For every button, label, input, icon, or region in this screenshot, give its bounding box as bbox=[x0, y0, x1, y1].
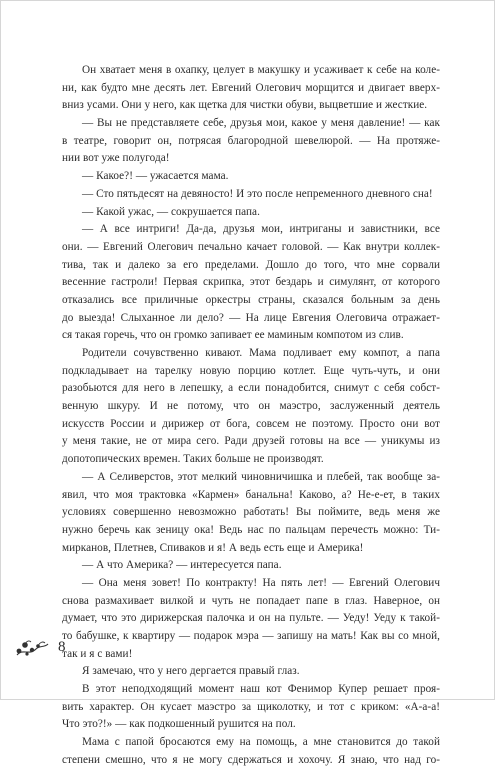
text-line: — А что Америка? — интересуется папа. bbox=[82, 559, 282, 572]
text-line: — А Селиверстов, этот мелкий чиновничишка и плебей, так вообще за- bbox=[82, 470, 440, 483]
text-line: явил, что моя трактовка «Кармен» банальна! Каково, а? Не-е-ет, в таких bbox=[62, 488, 440, 501]
text-line: степени смешно, что я не могу сдержаться и хохочу. Я знаю, что над го- bbox=[62, 753, 440, 766]
text-line: Мама с папой бросаются ему на помощь, а мне становится до такой bbox=[82, 736, 440, 749]
text-line: Он хватает меня в охапку, целует в макушку и усаживает к себе на коле- bbox=[82, 64, 440, 76]
text-line: вниз усами. Они у него, как щетка для чистки обуви, выцветшие и жесткие. bbox=[62, 99, 428, 112]
text-line: подкладывает на тарелку новую порцию котлет. Еще чуть-чуть, и они bbox=[62, 364, 440, 377]
text-line: искусств России и дирижер от бога, совсем не поэтому. Просто они вот bbox=[62, 417, 440, 430]
text-line: В этот неподходящий момент наш кот Фенимор Купер решает проя- bbox=[82, 683, 440, 696]
text-line: то бабушке, к квартиру — подарок мэра — запишу на мать! Как вы со мной, bbox=[62, 630, 440, 642]
text-line: — Какой ужас, — сокрушается папа. bbox=[82, 205, 260, 218]
text-line: так и я с вами! bbox=[62, 647, 133, 660]
text-line: — Она меня зовет! По контракту! На пять лет! — Евгений Олегович bbox=[82, 576, 440, 589]
text-line: весенние гастроли! Первая скрипка, этот бездарь и симулянт, от которого bbox=[62, 276, 440, 289]
floral-ornament-icon bbox=[14, 636, 50, 658]
text-line: Родители сочувственно кивают. Мама подливает ему компот, а папа bbox=[82, 347, 440, 359]
text-line: Что это?!» — как подкошенный рушится на пол. bbox=[62, 718, 296, 731]
text-line: — Вы не представляете себе, друзья мои, какое у меня давление! — как bbox=[82, 117, 440, 130]
text-line: — Какое?! — ужасается мама. bbox=[82, 170, 229, 183]
text-line: — А все интриги! Да-да, друзья мои, интриганы и завистники, все bbox=[82, 223, 440, 236]
text-line: вить характер. Он кусает маэстро за щиколотку, и тот с криком: «А-а-а! bbox=[62, 700, 440, 713]
page-footer bbox=[14, 636, 66, 658]
text-line: разобьются для него в лепешку, а если понадобится, снимут с себя собст- bbox=[62, 382, 440, 395]
page-number: 8 bbox=[58, 638, 66, 655]
text-line: — Сто пятьдесят на девяносто! И это после непременного дневного сна! bbox=[82, 187, 433, 200]
text-line: отказались все приличные оркестры страны, сказался больным за день bbox=[62, 293, 440, 306]
text-line: допотопических времен. Таких больше не производят. bbox=[62, 453, 324, 466]
text-line: условиях совершенно невозможно работать! Вы поймите, ведь меня же bbox=[62, 506, 440, 519]
text-line: до выезда! Слыханное ли дело? — На лице Евгения Олеговича отражает- bbox=[62, 311, 440, 324]
body-text bbox=[62, 62, 440, 770]
text-line: снова размахивает вилкой и чуть не попадает папе в глаз. Наверное, он bbox=[62, 594, 440, 607]
text-line: Я замечаю, что у него дергается правый глаз. bbox=[82, 665, 300, 678]
text-line: нужно беречь как зеницу ока! Ведь нас по пальцам перечесть можно: Ти- bbox=[62, 523, 440, 536]
text-line: в театре, говорит он, потрясая благородной шевелюрой. — На протяже- bbox=[62, 134, 440, 147]
text-line: у меня такие, не от мира сего. Ради друзей готовы на все — уникумы из bbox=[62, 435, 440, 448]
text-line: нии вот уже полугода! bbox=[62, 152, 170, 165]
text-line: тива, так и далеко за его пределами. Дошло до того, что мне сорвали bbox=[62, 258, 440, 271]
text-line: венную шкуру. И не потому, что он маэстро, заслуженный деятель bbox=[62, 400, 440, 413]
text-line: они. — Евгений Олегович печально качает головой. — Как внутри коллек- bbox=[62, 240, 440, 253]
text-line: думает, что это дирижерская палочка и он на пульте. — Уеду! Уеду к такой- bbox=[62, 612, 440, 625]
text-line: ся такая горечь, что он громко запивает ее маминым компотом из слив. bbox=[62, 329, 404, 342]
text-line: ни, как будто мне десять лет. Евгений Олегович морщится и двигает вверх- bbox=[62, 81, 440, 94]
text-line: мирканов, Плетнев, Спиваков и я! А ведь есть еще и Америка! bbox=[62, 541, 364, 554]
